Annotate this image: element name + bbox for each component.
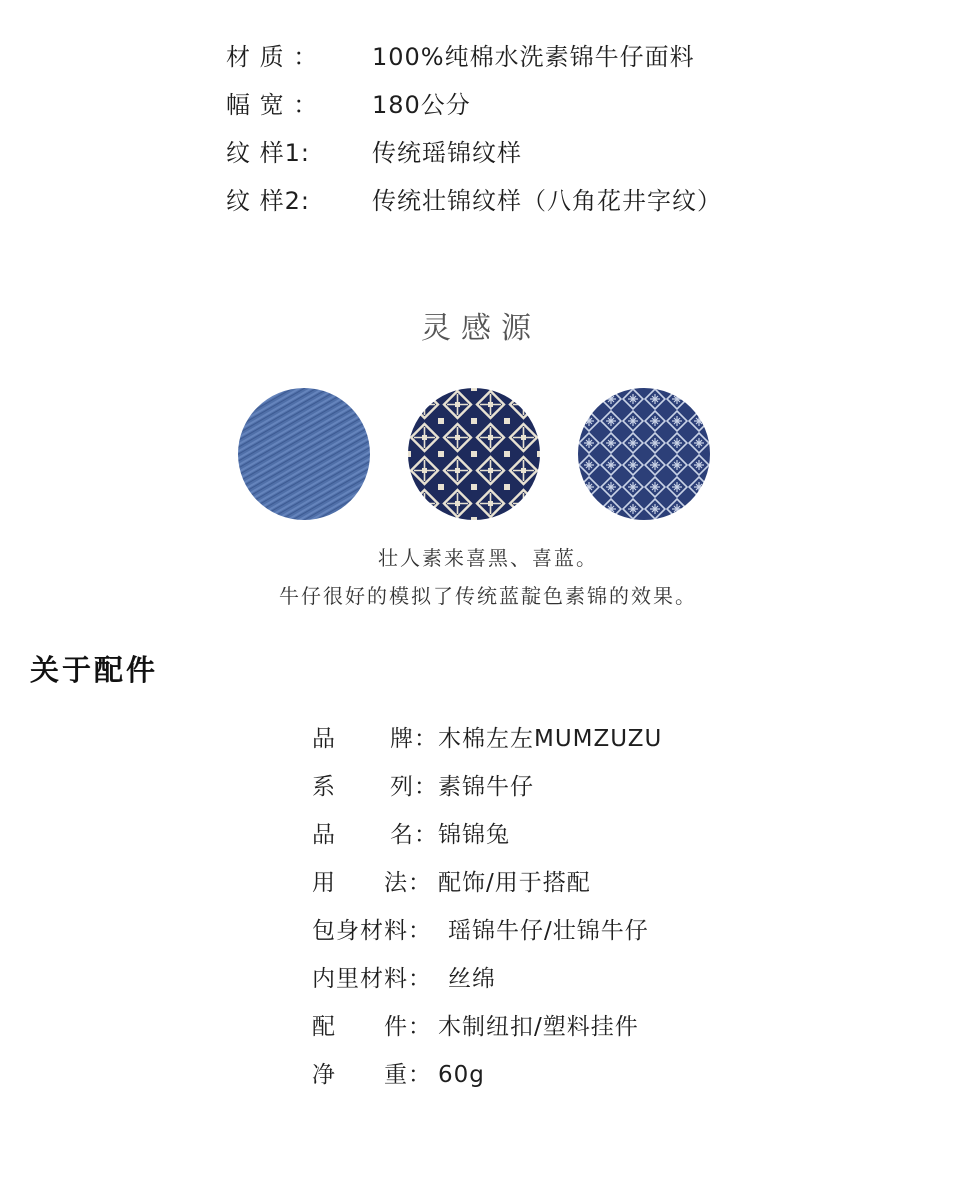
accessory-spec-row xyxy=(312,916,649,946)
spec-label-char: 净 xyxy=(312,1062,336,1088)
inspiration-title: 灵感源 xyxy=(421,311,541,346)
spec-label-char: 法： xyxy=(384,870,432,896)
spec-value: 木棉左左MUMZUZU xyxy=(438,726,663,752)
yao-brocade-swatch xyxy=(408,388,540,520)
spec-label: 包身材料： xyxy=(312,918,432,944)
spec-label-char: 用 xyxy=(312,870,336,896)
spec-label xyxy=(312,1012,438,1042)
fabric-spec-value: 传统壮锦纹样（八角花井字纹） xyxy=(372,187,722,215)
spec-value: 丝绵 xyxy=(448,966,496,992)
spec-label-char: 重： xyxy=(384,1062,432,1088)
accessory-spec-row xyxy=(312,868,591,898)
fabric-spec-label: 材 质 ： xyxy=(226,43,319,71)
fabric-spec-value: 100%纯棉水洗素锦牛仔面料 xyxy=(372,43,695,71)
accessory-spec-row xyxy=(312,772,534,802)
denim-swatch xyxy=(238,388,370,520)
spec-value: 锦锦兔 xyxy=(438,822,510,848)
spec-label: 内里材料： xyxy=(312,966,432,992)
spec-label-char: 名： xyxy=(390,822,438,848)
spec-label-char: 牌： xyxy=(390,726,438,752)
spec-value: 配饰/用于搭配 xyxy=(438,870,591,896)
fabric-spec-value: 180公分 xyxy=(372,91,471,119)
fabric-spec-label: 纹 样2: xyxy=(226,187,310,215)
inspiration-caption-line2: 牛仔很好的模拟了传统蓝靛色素锦的效果。 xyxy=(279,584,697,608)
spec-label-char: 品 xyxy=(312,726,336,752)
spec-label xyxy=(312,772,438,802)
accessory-spec-row xyxy=(312,1012,639,1042)
spec-value: 瑶锦牛仔/壮锦牛仔 xyxy=(448,918,649,944)
spec-label-char: 件： xyxy=(384,1014,432,1040)
fabric-spec-label: 幅 宽 ： xyxy=(226,91,319,119)
zhuang-brocade-swatch xyxy=(578,388,710,520)
fabric-spec-label: 纹 样1: xyxy=(226,139,310,167)
spec-value: 60g xyxy=(438,1062,485,1088)
spec-label-char: 系 xyxy=(312,774,336,800)
accessory-spec-row xyxy=(312,724,662,754)
inspiration-caption-line1: 壮人素来喜黑、喜蓝。 xyxy=(378,546,598,570)
accessory-spec-row xyxy=(312,820,510,850)
accessory-spec-row xyxy=(312,1060,485,1090)
spec-label xyxy=(312,724,438,754)
spec-label xyxy=(312,820,438,850)
fabric-spec-value: 传统瑶锦纹样 xyxy=(372,139,522,167)
spec-label-char: 配 xyxy=(312,1014,336,1040)
spec-label-char: 列： xyxy=(390,774,438,800)
spec-label xyxy=(312,868,438,898)
accessory-spec-row xyxy=(312,964,496,994)
spec-value: 木制纽扣/塑料挂件 xyxy=(438,1014,639,1040)
spec-label-char: 品 xyxy=(312,822,336,848)
accessory-section-title: 关于配件 xyxy=(30,653,159,687)
spec-value: 素锦牛仔 xyxy=(438,774,534,800)
spec-label xyxy=(312,1060,438,1090)
